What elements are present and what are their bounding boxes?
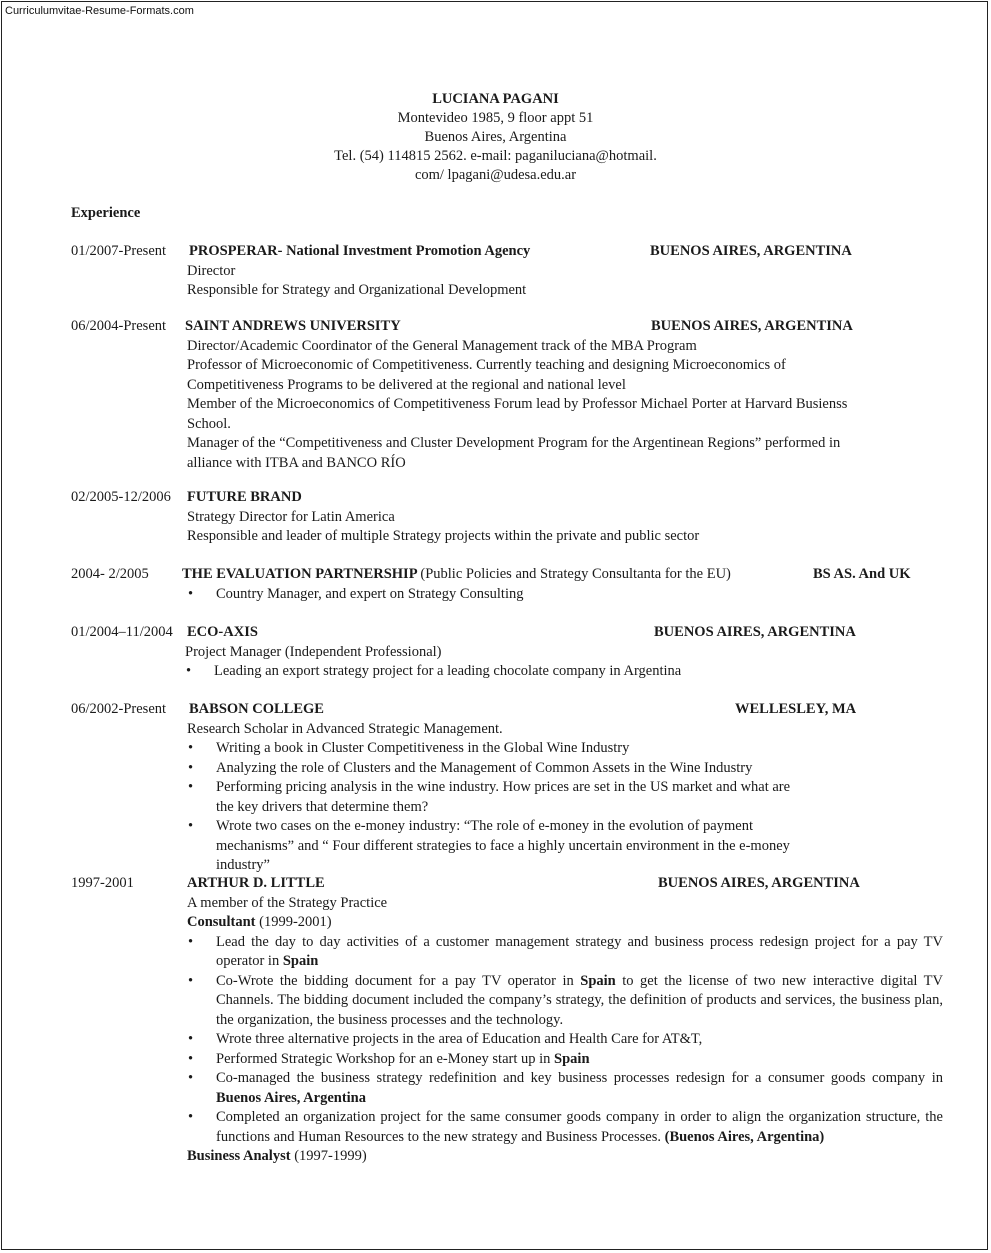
entry-line: Member of the Microeconomics of Competitiveness Forum lead by Professor Michael Porter at Harvard Busienss (187, 396, 848, 412)
bullet-item: • Co-Wrote the bidding document for a pay TV operator in Spain to get the license of two new interactive digital TV Channels. The bidding document included the company’s strategy, the definition of products and services, the business plan, the organization, the business processes and the technology. (187, 972, 943, 1031)
candidate-name: LUCIANA PAGANI (432, 91, 559, 107)
entry-date: 2004- 2/2005 (71, 566, 149, 582)
entry-line: Responsible and leader of multiple Strategy projects within the private and public sector (187, 528, 700, 544)
entry-line: Director (187, 262, 236, 279)
bullet-item: • Country Manager, and expert on Strategy Consulting (187, 585, 943, 605)
bullet-item: • Co-managed the business strategy redefinition and key business processes redesign for a consumer goods company in Buenos Aires, Argentina (187, 1069, 943, 1108)
entry-line: Manager of the “Competitiveness and Cluster Development Program for the Argentinean Regions” performed in (187, 435, 841, 451)
entry-organization: BABSON COLLEGE (189, 701, 324, 717)
experience-entry-eco-axis (71, 623, 943, 682)
resume-header (0, 90, 991, 185)
entry-line: School. (187, 415, 231, 432)
entry-date: 06/2002-Present (71, 701, 167, 717)
bullet-item: • Lead the day to day activities of a customer management strategy and business process redesign project for a pay TV operator in Spain (187, 933, 943, 972)
bullet-item: • Analyzing the role of Clusters and the Management of Common Assets in the Wine Industry (187, 759, 793, 779)
bullet-item: • Writing a book in Cluster Competitiveness in the Global Wine Industry (187, 739, 793, 759)
entry-line: Director/Academic Coordinator of the General Management track of the MBA Program (187, 337, 697, 354)
entry-line: Responsible for Strategy and Organizational Development (187, 282, 527, 298)
entry-line: Project Manager (Independent Professional) (185, 643, 442, 660)
experience-entry-evaluation-partnership (71, 565, 943, 604)
address-line-2: Buenos Aires, Argentina (424, 129, 567, 145)
role-title: Consultant (187, 914, 256, 930)
entry-line: A member of the Strategy Practice (187, 894, 388, 911)
bullet-item: • Completed an organization project for the same consumer goods company in order to align the organization structure, the functions and Human Resources to the new strategy and Business Processes. (Buenos Aires, Argentina) (187, 1108, 943, 1147)
contact-line-2: com/ lpagani@udesa.edu.ar (414, 167, 577, 183)
entry-organization: ARTHUR D. LITTLE (187, 875, 325, 891)
experience-entry-future-brand (71, 488, 943, 547)
section-title-experience: Experience (71, 205, 141, 221)
entry-date: 02/2005-12/2006 (71, 489, 171, 505)
entry-date: 01/2004–11/2004 (71, 624, 173, 640)
address-line-1: Montevideo 1985, 9 floor appt 51 (397, 110, 594, 126)
role-years: (1999-2001) (259, 914, 332, 930)
entry-date: 01/2007-Present (71, 243, 167, 259)
contact-line-1: Tel. (54) 114815 2562. e-mail: paganiluciana@hotmail. (334, 148, 657, 164)
bullet-item: • Performed Strategic Workshop for an e-Money start up in Spain (187, 1050, 943, 1070)
watermark-text: Curriculumvitae-Resume-Formats.com (5, 5, 194, 17)
role-line-consultant (187, 913, 943, 933)
entry-line: Competitiveness Programs to be delivered at the regional and national level (187, 376, 626, 393)
entry-organization: SAINT ANDREWS UNIVERSITY (185, 318, 401, 334)
bullet-item: • Wrote two cases on the e-money industry: “The role of e-money in the evolution of payment mechanisms” and “ Four different strategies to face a highly uncertain environment in the e-money industry” (187, 817, 793, 876)
entry-location: BS AS. And UK (813, 566, 911, 582)
entry-line: Research Scholar in Advanced Strategic Management. (187, 720, 503, 737)
entry-location: WELLESLEY, MA (735, 701, 857, 717)
experience-entry-prosperar (71, 242, 943, 301)
entry-location: BUENOS AIRES, ARGENTINA (658, 875, 860, 891)
bullet-item: • Wrote three alternative projects in the area of Education and Health Care for AT&T, (187, 1030, 943, 1050)
entry-organization-note: (Public Policies and Strategy Consultanta for the EU) (420, 566, 731, 582)
entry-location: BUENOS AIRES, ARGENTINA (654, 624, 856, 640)
role-line-business-analyst (187, 1147, 943, 1167)
experience-entry-saint-andrews (71, 317, 943, 473)
experience-entry-babson-college (71, 700, 943, 876)
experience-entry-arthur-d-little (71, 874, 943, 1167)
entry-date: 06/2004-Present (71, 318, 167, 334)
bullet-item: • Performing pricing analysis in the wine industry. How prices are set in the US market and what are the key drivers that determine them? (187, 778, 793, 817)
entry-organization: THE EVALUATION PARTNERSHIP (182, 566, 417, 582)
role-years: (1997-1999) (294, 1148, 367, 1164)
role-title: Business Analyst (187, 1148, 291, 1164)
entry-line: Professor of Microeconomic of Competitiveness. Currently teaching and designing Microeconomics of (187, 357, 786, 373)
entry-location: BUENOS AIRES, ARGENTINA (650, 243, 852, 259)
entry-line: alliance with ITBA and BANCO RÍO (187, 454, 406, 471)
entry-organization: FUTURE BRAND (187, 489, 302, 505)
entry-location: BUENOS AIRES, ARGENTINA (651, 318, 853, 334)
entry-line: Strategy Director for Latin America (187, 508, 395, 525)
bullet-item: • Leading an export strategy project for a leading chocolate company in Argentina (185, 662, 943, 682)
entry-organization: ECO-AXIS (187, 624, 258, 640)
entry-organization: PROSPERAR- National Investment Promotion Agency (189, 243, 531, 259)
entry-date: 1997-2001 (71, 875, 134, 891)
